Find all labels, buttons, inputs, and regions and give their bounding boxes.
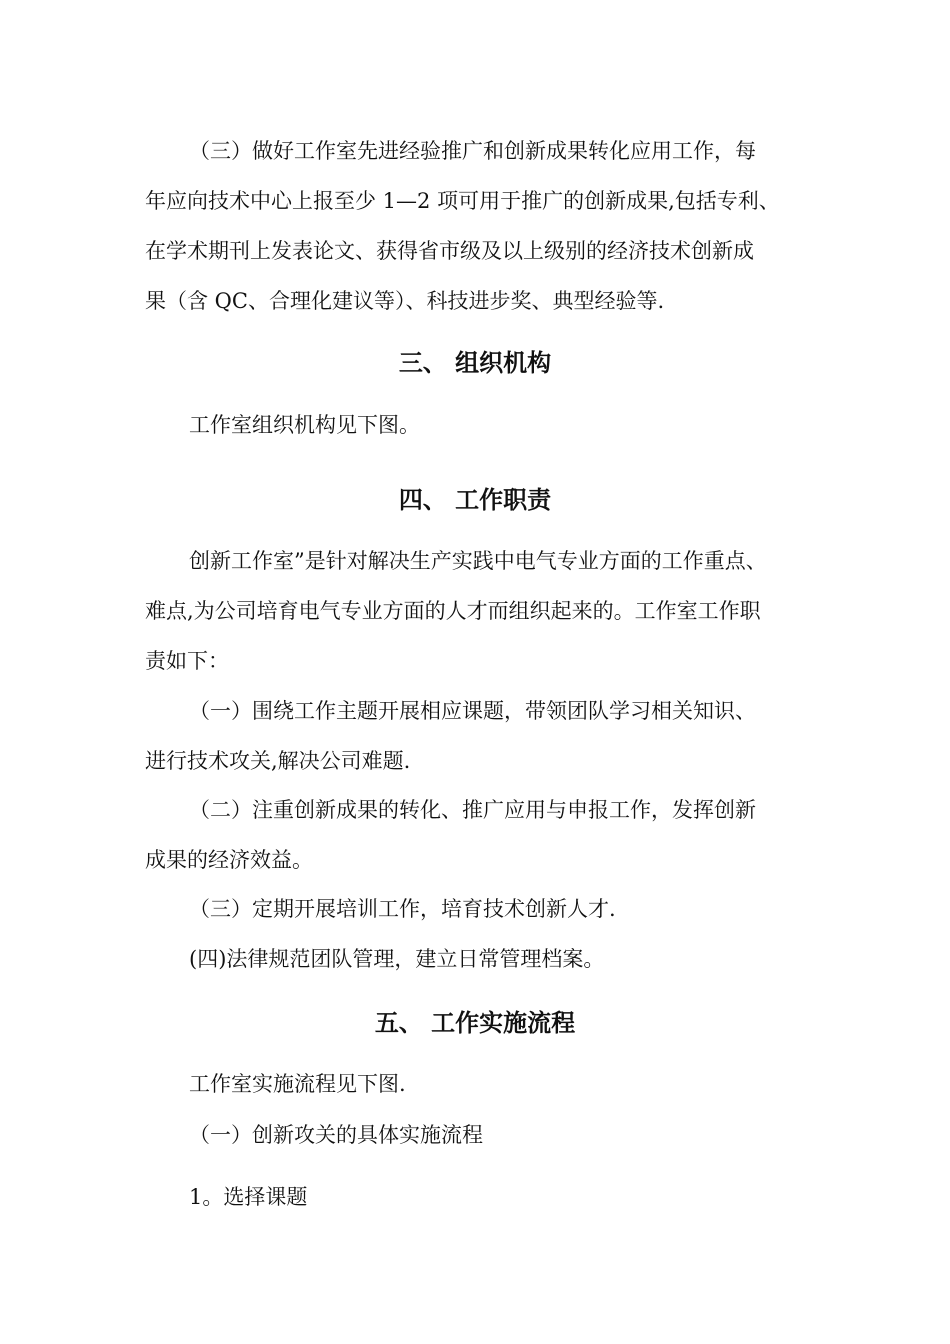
text-line: 在学术期刊上发表论文、获得省市级及以上级别的经济技术创新成 bbox=[145, 239, 754, 263]
text-line: 责如下： bbox=[145, 649, 229, 673]
paragraph-duty-3: （三）定期开展培训工作，培育技术创新人才. bbox=[189, 897, 616, 921]
paragraph-duty-1 bbox=[145, 686, 805, 786]
paragraph-promotion bbox=[145, 126, 805, 326]
paragraph-duties-intro bbox=[145, 536, 805, 686]
section-heading-process: 五、 工作实施流程 bbox=[374, 1008, 576, 1037]
text-line: （一）围绕工作主题开展相应课题，带领团队学习相关知识、 bbox=[189, 699, 756, 723]
paragraph-duty-4: (四)法律规范团队管理，建立日常管理档案。 bbox=[189, 947, 605, 971]
paragraph-duty-2 bbox=[145, 785, 805, 885]
text-line: 进行技术攻关,解决公司难题. bbox=[145, 749, 411, 773]
text-line: （三）做好工作室先进经验推广和创新成果转化应用工作，每 bbox=[189, 139, 756, 163]
text-line: （二）注重创新成果的转化、推广应用与申报工作，发挥创新 bbox=[189, 798, 756, 822]
paragraph-innovation-flow: （一）创新攻关的具体实施流程 bbox=[189, 1123, 483, 1147]
section-heading-duties: 四、 工作职责 bbox=[398, 485, 552, 514]
text-line: 成果的经济效益。 bbox=[145, 848, 313, 872]
text-line: 年应向技术中心上报至少 1—2 项可用于推广的创新成果,包括专利、 bbox=[145, 189, 780, 213]
text-line: 果（含 QC、合理化建议等）、科技进步奖、典型经验等. bbox=[145, 289, 665, 313]
paragraph-process-intro: 工作室实施流程见下图. bbox=[189, 1072, 406, 1096]
section-heading-organization: 三、 组织机构 bbox=[398, 348, 552, 377]
paragraph-org-intro: 工作室组织机构见下图。 bbox=[189, 413, 420, 437]
text-line: 难点,为公司培育电气专业方面的人才而组织起来的。工作室工作职 bbox=[145, 599, 761, 623]
paragraph-step-1: 1。选择课题 bbox=[189, 1185, 308, 1209]
text-line: 创新工作室”是针对解决生产实践中电气专业方面的工作重点、 bbox=[189, 549, 767, 573]
